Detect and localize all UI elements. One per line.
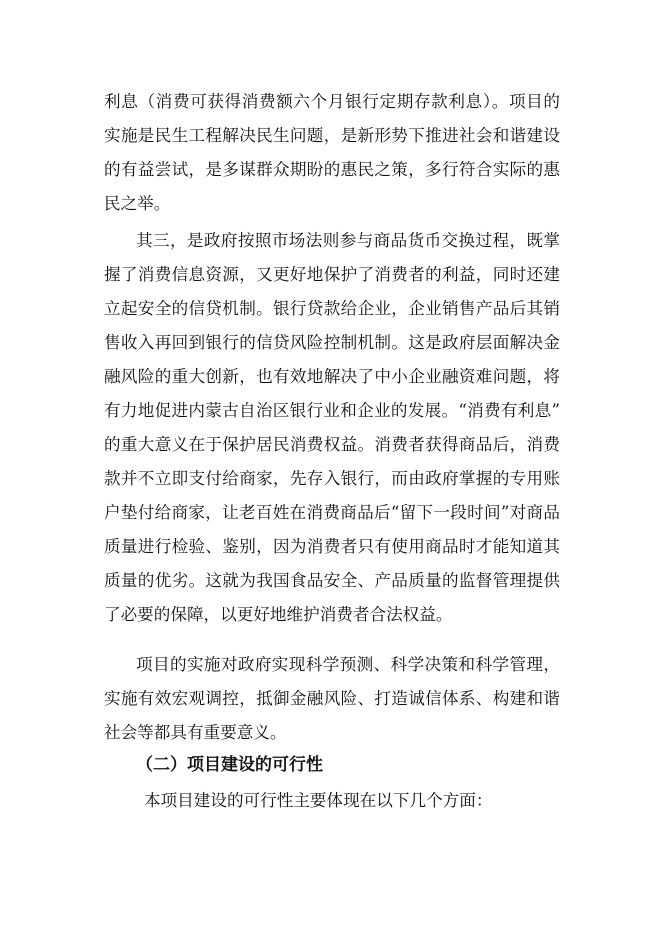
section-heading: （二）项目建设的可行性 <box>136 755 323 775</box>
paragraph-line: 质量进行检验、鉴别，因为消费者只有使用商品时才能知道其 <box>104 537 560 556</box>
intro-line: 本项目建设的可行性主要体现在以下几个方面： <box>144 791 493 810</box>
paragraph-line: 户垫付给商家，让老百姓在消费商品后“留下一段时间”对商品 <box>104 503 560 522</box>
paragraph-line: 其三，是政府按照市场法则参与商品货币交换过程，既掌 <box>136 231 560 250</box>
paragraph-line: 握了消费信息资源，又更好地保护了消费者的利益，同时还建 <box>104 265 560 284</box>
paragraph-line: 民之举。 <box>104 194 171 213</box>
paragraph-line: 利息（消费可获得消费额六个月银行定期存款利息）。项目的 <box>104 92 560 111</box>
paragraph-line: 融风险的重大创新，也有效地解决了中小企业融资难问题，将 <box>104 367 560 386</box>
paragraph-line: 的重大意义在于保护居民消费权益。消费者获得商品后，消费 <box>104 435 560 454</box>
paragraph-line: 的有益尝试，是多谋群众期盼的惠民之策，多行符合实际的惠 <box>104 160 560 179</box>
paragraph-line: 项目的实施对政府实现科学预测、科学决策和科学管理， <box>136 655 560 674</box>
paragraph-line: 款并不立即支付给商家，先存入银行，而由政府掌握的专用账 <box>104 469 560 488</box>
paragraph-line: 实施有效宏观调控，抵御金融风险、打造诚信体系、构建和谐 <box>104 689 560 708</box>
paragraph-line: 实施是民生工程解决民生问题，是新形势下推进社会和谐建设 <box>104 126 560 145</box>
paragraph-line: 了必要的保障，以更好地维护消费者合法权益。 <box>104 605 453 624</box>
paragraph-line: 立起安全的信贷机制。银行贷款给企业，企业销售产品后其销 <box>104 299 560 318</box>
paragraph-line: 质量的优劣。这就为我国食品安全、产品质量的监督管理提供 <box>104 571 560 590</box>
paragraph-line: 有力地促进内蒙古自治区银行业和企业的发展。“消费有利息” <box>104 401 560 420</box>
paragraph-line: 社会等都具有重要意义。 <box>104 723 287 742</box>
paragraph-line: 售收入再回到银行的信贷风险控制机制。这是政府层面解决金 <box>104 333 560 352</box>
